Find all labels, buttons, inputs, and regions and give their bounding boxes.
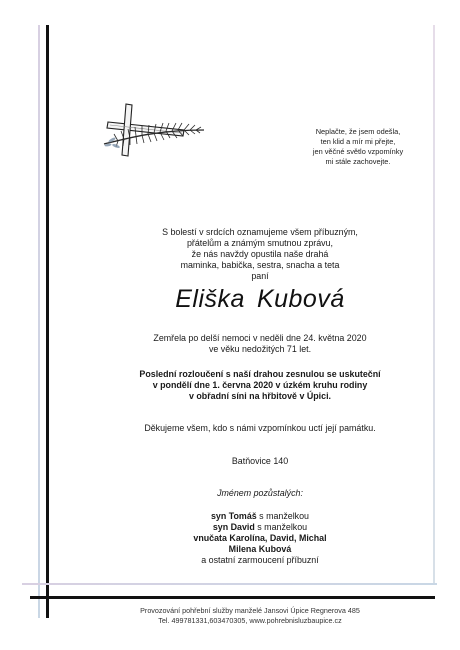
mourner-suffix: s manželkou	[254, 522, 308, 532]
on-behalf-heading: Jménem pozůstalých:	[217, 488, 303, 498]
thanks-text: Děkujeme všem, kdo s námi vzpomínkou uctí její památku.	[144, 423, 376, 433]
memorial-quote	[288, 127, 428, 167]
quote-line: ten klid a mír mi přejte,	[320, 137, 396, 146]
quote-line: jen věčné světlo vzpomínky	[312, 147, 404, 156]
border-line-grey-left	[38, 25, 40, 618]
mourner-name: syn David	[212, 522, 255, 532]
deceased-last-name: Kubová	[256, 285, 345, 313]
intro-line: že nás navždy opustila naše drahá	[191, 249, 329, 259]
funeral-service-footer	[100, 606, 400, 626]
mourner-name: syn Tomáš	[210, 511, 257, 521]
border-line-black-bottom	[30, 596, 435, 599]
mourner-name: vnučata Karolína, David, Michal	[193, 533, 327, 543]
mourners-list	[80, 511, 440, 566]
mourner-line	[80, 511, 440, 522]
mourner-line	[80, 555, 440, 566]
footer-line: Provozování pohřební služby manželé Jansovi Úpice Regnerova 485	[140, 606, 360, 615]
funeral-line: v pondělí dne 1. června 2020 v úzkém kruhu rodiny	[152, 380, 368, 390]
family-address: Batňovice 140	[231, 456, 289, 466]
funeral-details	[80, 369, 440, 402]
intro-line: S bolestí v srdcích oznamujeme všem příbuzným,	[162, 227, 358, 237]
death-line: Zemřela po delší nemoci v neděli dne 24. května 2020	[153, 333, 367, 343]
mourner-suffix: a ostatní zarmoucení příbuzní	[201, 555, 319, 565]
mourner-line	[80, 533, 440, 544]
funeral-line: Poslední rozloučení s naší drahou zesnulou se uskuteční	[139, 369, 381, 379]
cross-icon	[98, 100, 210, 158]
deceased-name	[80, 285, 440, 314]
mourner-line	[80, 522, 440, 533]
death-line: ve věku nedožitých 71 let.	[208, 344, 312, 354]
death-details	[80, 333, 440, 355]
quote-line: Neplačte, že jsem odešla,	[315, 127, 401, 136]
intro-line: přátelům a známým smutnou zprávu,	[186, 238, 333, 248]
mourner-line	[80, 544, 440, 555]
border-line-grey-bottom	[22, 583, 437, 585]
footer-line: Tel. 499781331,603470305, www.pohrebnisluzbaupice.cz	[158, 616, 342, 625]
intro-line: maminka, babička, sestra, snacha a teta	[180, 260, 340, 270]
intro-line: paní	[251, 271, 269, 281]
quote-line: mi stále zachovejte.	[325, 157, 391, 166]
announcement-intro	[80, 227, 440, 282]
funeral-line: v obřadní síni na hřbitově v Úpici.	[188, 391, 332, 401]
mourner-suffix: s manželkou	[256, 511, 309, 521]
deceased-first-name: Eliška	[175, 285, 245, 313]
mourner-name: Milena Kubová	[228, 544, 292, 554]
border-line-black-left	[46, 25, 49, 618]
